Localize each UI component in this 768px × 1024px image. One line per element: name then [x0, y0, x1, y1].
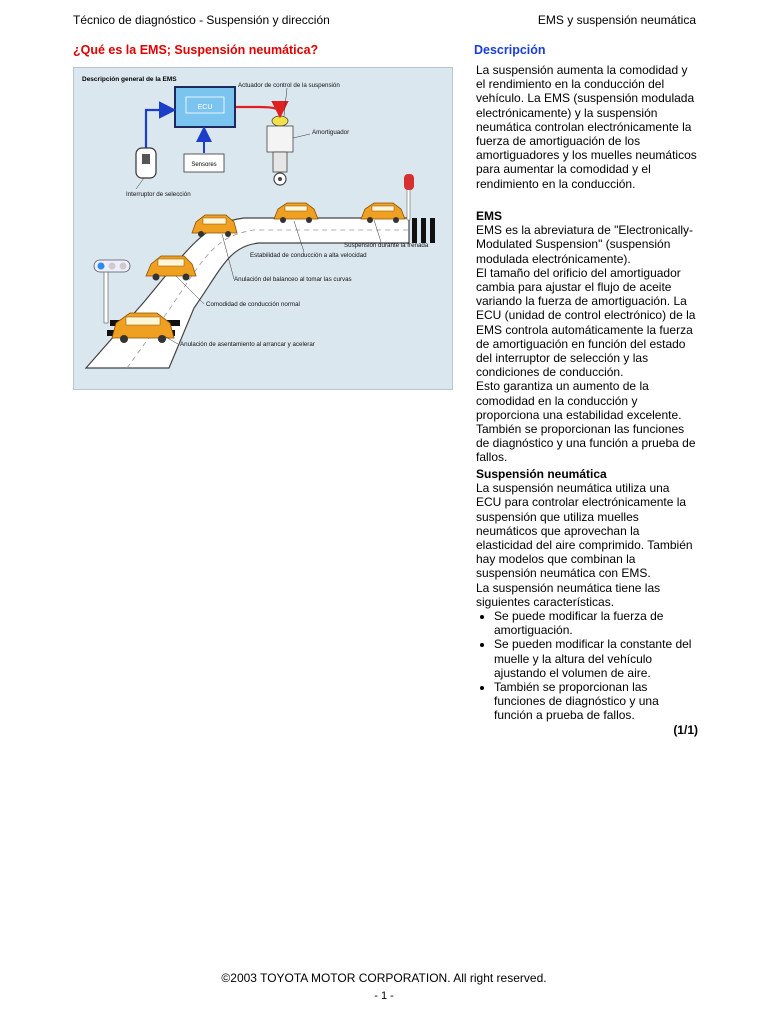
air-paragraph-2: La suspensión neumática tiene las siguientes características. — [476, 580, 661, 609]
ems-paragraph-3: Esto garantiza un aumento de la comodidad en la conducción y proporciona una estabilidad excelente. También se proporcionan las funciones de diagnóstico y una función a prueba de fallos. — [476, 379, 696, 465]
air-heading: Suspensión neumática — [476, 467, 607, 481]
page-reference: (1/1) — [673, 722, 698, 737]
ecu-label: ECU — [197, 104, 213, 111]
label-braking: Suspensión durante la frenada — [344, 242, 429, 249]
label-comfort: Comodidad de conducción normal — [206, 301, 300, 308]
label-highspeed: Estabilidad de conducción a alta velocidad — [250, 252, 367, 259]
label-shock: Amortiguador — [312, 129, 350, 136]
label-actuator: Actuador de control de la suspensión — [238, 82, 340, 89]
list-item: • Se pueden modificar la constante del muelle y la altura del vehículo ajustando el volumen de aire. — [494, 637, 698, 680]
list-item: • También se proporcionan las funciones de diagnóstico y una función a prueba de fallos. — [494, 680, 698, 723]
page-number: - 1 - — [374, 990, 394, 1002]
figure-title: Descripción general de la EMS — [82, 76, 177, 83]
description-intro — [476, 63, 698, 191]
ecu-box — [175, 87, 235, 127]
selection-switch — [136, 148, 156, 178]
copyright-footer: ©2003 TOYOTA MOTOR CORPORATION. All right reserved. — [221, 971, 547, 985]
sensors-label: Sensores — [191, 162, 217, 168]
header-left: Técnico de diagnóstico - Suspensión y dirección — [73, 13, 330, 27]
switch-to-ecu-arrow — [146, 110, 172, 148]
description-title: Descripción — [474, 43, 546, 57]
ems-diagram — [74, 68, 454, 391]
air-suspension-section — [476, 467, 698, 737]
ems-heading: EMS — [476, 209, 503, 223]
list-item: • Se puede modificar la fuerza de amortiguación. — [494, 609, 698, 637]
ems-section — [476, 209, 698, 465]
ems-paragraph-2: El tamaño del orificio del amortiguador cambia para ajustar el flujo de aceite variando la fuerza de amortiguación. La ECU (unidad de control electrónico) de la EMS controla automáticamente la fuerza de amortiguación en función del estado del interruptor de selección y las condiciones de conducción. — [476, 265, 696, 380]
crosswalk-right — [412, 218, 435, 243]
label-switch: Interruptor de selección — [126, 191, 191, 198]
label-squat: Anulación de asentamiento al arrancar y acelerar — [180, 341, 315, 348]
intro-text: La suspensión aumenta la comodidad y el rendimiento en la conducción del vehículo. La EMS (suspensión modulada electrónicamente) y la suspensión neumática controlan electrónicamente la fuerza de amortiguación de los amortiguadores y los muelles neumáticos para aumentar la comodidad y el rendimiento en la conducción. — [476, 63, 697, 191]
air-paragraph-1: La suspensión neumática utiliza una ECU para controlar electrónicamente la suspensión que utiliza muelles neumáticos que aprovechan la elasticidad del aire comprimido. También hay modelos que combinan la suspensión neumática con EMS. — [476, 481, 693, 581]
shock-absorber — [267, 116, 293, 185]
traffic-light-left — [94, 260, 130, 323]
features-list — [476, 609, 698, 723]
main-title: ¿Qué es la EMS; Suspensión neumática? — [73, 43, 319, 57]
stop-sign-right — [404, 174, 414, 220]
ecu-to-actuator-arrow — [236, 107, 280, 114]
ems-paragraph-1: EMS es la abreviatura de "Electronically-Modulated Suspension" (suspensión modulada electrónicamente). — [476, 223, 694, 266]
header-right: EMS y suspensión neumática — [537, 13, 696, 27]
label-roll: Anulación del balanceo al tomar las curvas — [234, 276, 352, 283]
ems-overview-figure — [73, 67, 453, 390]
